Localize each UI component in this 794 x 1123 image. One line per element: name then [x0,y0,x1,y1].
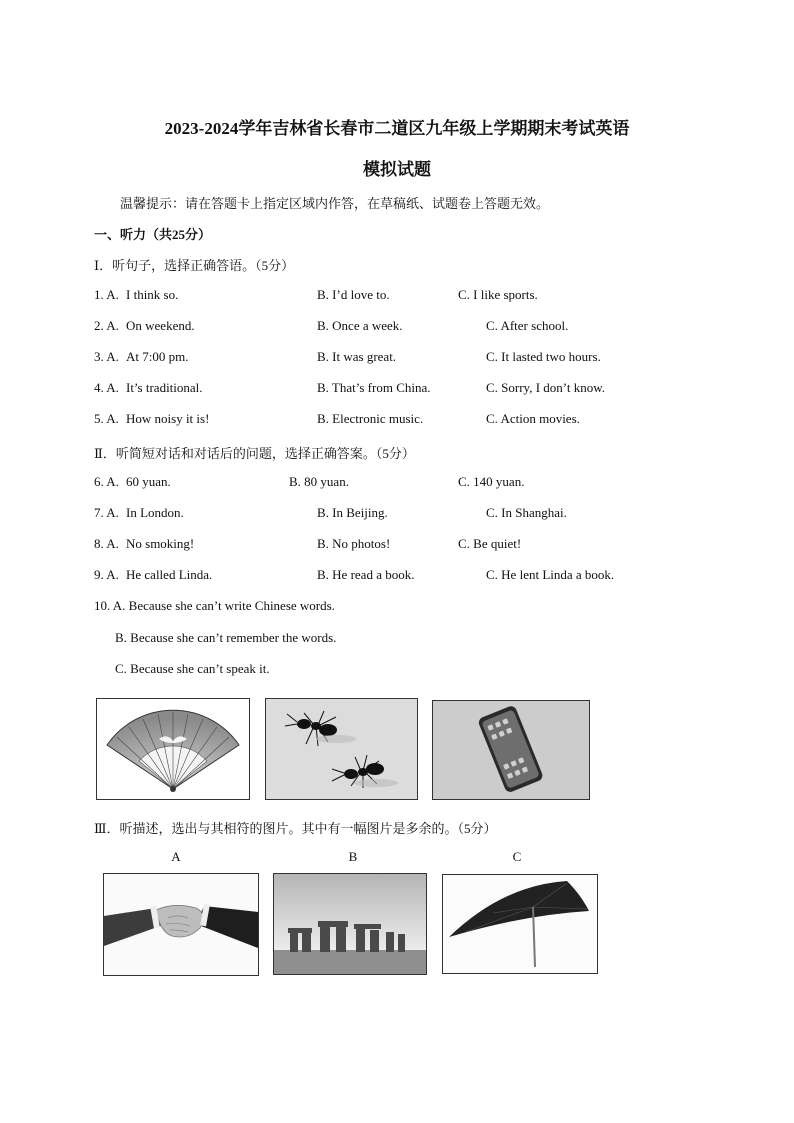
option-a: He called Linda. [126,567,213,582]
option-c: C. Be quiet! [458,536,522,551]
question-number: 4. A. [94,380,119,395]
question-number: 1. A. [94,287,119,302]
option-a: 60 yuan. [126,474,171,489]
option-a: In London. [126,505,184,520]
option-a: It’s traditional. [126,380,203,395]
question-number: 2. A. [94,318,119,333]
part2-heading: Ⅱ．听简短对话和对话后的问题，选择正确答案。（5分） [94,446,415,461]
option-a: At 7:00 pm. [126,349,189,364]
option-b: B. That’s from China. [317,380,431,395]
part3-heading: Ⅲ．听描述，选出与其相符的图片。其中有一幅图片是多余的。（5分） [94,821,497,836]
option-a: No smoking! [126,536,195,551]
option-c: C. Action movies. [486,411,580,426]
option-b: B. Because she can’t remember the words. [115,630,337,645]
question-number: 7. A. [94,505,119,520]
image-label-c: C [512,849,522,864]
option-b: B. He read a book. [317,567,415,582]
umbrella-image [442,874,598,974]
option-b: B. It was great. [317,349,397,364]
stonehenge-image [273,873,427,975]
option-b: B. In Beijing. [317,505,388,520]
option-c: C. After school. [486,318,569,333]
option-c: C. 140 yuan. [458,474,525,489]
option-c: C. He lent Linda a book. [486,567,615,582]
option-b: B. No photos! [317,536,391,551]
image-label-a: A [171,849,181,864]
option-c: C. Because she can’t speak it. [115,661,270,676]
option-b: B. Electronic music. [317,411,424,426]
option-a: I think so. [126,287,179,302]
image-label-b: B [348,849,358,864]
option-c: C. In Shanghai. [486,505,567,520]
question-number: 8. A. [94,536,119,551]
option-a: 10. A. Because she can’t write Chinese words. [94,598,335,613]
option-b: B. I’d love to. [317,287,390,302]
question-number: 3. A. [94,349,119,364]
option-a: On weekend. [126,318,195,333]
question-number: 6. A. [94,474,119,489]
option-b: B. Once a week. [317,318,403,333]
page-title: 2023-2024学年吉林省长春市二道区九年级上学期期末考试英语 [164,119,630,138]
option-c: C. Sorry, I don’t know. [486,380,606,395]
option-c: C. It lasted two hours. [486,349,601,364]
option-c: C. I like sports. [458,287,538,302]
question-number: 9. A. [94,567,119,582]
question-number: 5. A. [94,411,119,426]
section-heading-listening: 一、听力（共25分） [94,227,212,242]
page-subtitle: 模拟试题 [363,160,431,179]
ants-image [265,698,418,800]
handshake-image [103,873,259,976]
option-a: How noisy it is! [126,411,210,426]
option-b: B. 80 yuan. [289,474,349,489]
part1-heading: Ⅰ．听句子，选择正确答语。（5分） [94,258,295,273]
folding-fan-image [96,698,250,800]
smartphone-image [432,700,590,800]
notice-text: 温馨提示：请在答题卡上指定区域内作答，在草稿纸、试题卷上答题无效。 [120,196,550,211]
